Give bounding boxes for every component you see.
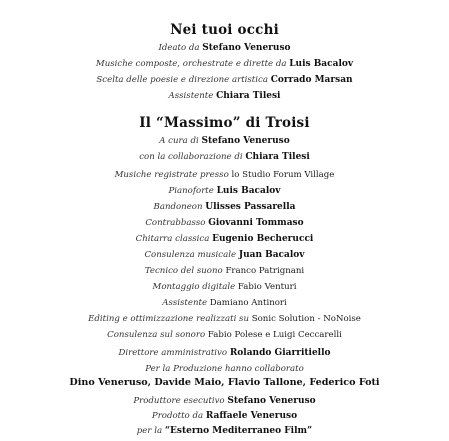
credit-line bbox=[0, 233, 449, 245]
credit-line bbox=[0, 410, 449, 422]
credit-name: Chiara Tilesi bbox=[216, 91, 281, 101]
credit-line bbox=[0, 347, 449, 359]
credit-name: Ulisses Passarella bbox=[205, 202, 296, 212]
credit-role: Ideato da bbox=[158, 43, 200, 53]
credit-name: Stefano Veneruso bbox=[201, 136, 290, 146]
credit-name: Corrado Marsan bbox=[270, 75, 353, 85]
credit-role: Consulenza sul sonoro bbox=[107, 330, 206, 340]
credit-name: Stefano Veneruso bbox=[227, 396, 316, 406]
credit-line bbox=[0, 313, 449, 325]
credit-line bbox=[0, 425, 449, 437]
credit-role: A cura di bbox=[159, 136, 199, 146]
credit-role: Assistente bbox=[168, 91, 214, 101]
credit-name: Juan Bacalov bbox=[238, 250, 305, 260]
credit-line bbox=[0, 329, 449, 341]
credit-line bbox=[0, 185, 449, 197]
credit-role: Per la Produzione hanno collaborato bbox=[145, 364, 304, 374]
credit-line bbox=[0, 265, 449, 277]
credit-name: Fabio Venturi bbox=[237, 282, 297, 292]
credit-line bbox=[0, 90, 449, 102]
credit-line bbox=[0, 169, 449, 181]
credit-name: Damiano Antinori bbox=[209, 298, 287, 308]
credit-role: Consulenza musicale bbox=[144, 250, 237, 260]
credit-name: Luis Bacalov bbox=[216, 186, 281, 196]
credit-line bbox=[0, 217, 449, 229]
credit-name: lo Studio Forum Village bbox=[231, 170, 335, 180]
credit-name: Franco Patrignani bbox=[225, 266, 305, 276]
credit-name: Chiara Tilesi bbox=[245, 152, 310, 162]
credit-role: Tecnico del suono bbox=[144, 266, 223, 276]
credit-name: Giovanni Tommaso bbox=[208, 218, 304, 228]
credit-role: Editing e ottimizzazione realizzati su bbox=[88, 314, 249, 324]
credit-line bbox=[0, 74, 449, 86]
credit-line bbox=[0, 363, 449, 375]
credit-name: Stefano Veneruso bbox=[202, 43, 291, 53]
credit-line bbox=[0, 42, 449, 54]
credit-line bbox=[0, 151, 449, 163]
credit-role: Prodotto da bbox=[151, 411, 204, 421]
credit-line bbox=[0, 201, 449, 213]
credit-name: Raffaele Veneruso bbox=[205, 411, 298, 421]
credit-line bbox=[0, 297, 449, 309]
credit-role: Bandoneon bbox=[153, 202, 203, 212]
credit-role: Montaggio digitale bbox=[152, 282, 236, 292]
credit-role: Direttore amministrativo bbox=[118, 348, 228, 358]
credit-role: Contrabbasso bbox=[145, 218, 206, 228]
credit-name: Dino Veneruso, Davide Maio, Flavio Tallone, Federico Foti bbox=[69, 377, 380, 388]
credit-line bbox=[0, 135, 449, 147]
credit-role: Musiche composte, orchestrate e dirette da bbox=[95, 59, 287, 69]
credit-line bbox=[0, 58, 449, 70]
credit-name: Fabio Polese e Luigi Ceccarelli bbox=[207, 330, 342, 340]
credit-line bbox=[0, 281, 449, 293]
credit-line bbox=[0, 377, 449, 389]
credit-role: Produttore esecutivo bbox=[133, 396, 225, 406]
credit-role: Scelta delle poesie e direzione artistica bbox=[96, 75, 268, 85]
credit-role: per la bbox=[136, 426, 163, 436]
credit-role: con la collaborazione di bbox=[139, 152, 243, 162]
credit-name: Rolando Giarritiello bbox=[229, 348, 331, 358]
credit-name: Eugenio Becherucci bbox=[212, 234, 314, 244]
credit-role: Pianoforte bbox=[168, 186, 214, 196]
credit-name: Luis Bacalov bbox=[289, 59, 354, 69]
credit-role: Musiche registrate presso bbox=[114, 170, 229, 180]
credit-line bbox=[0, 395, 449, 407]
section-title-massimo-troisi: Il “Massimo” di Troisi bbox=[139, 115, 310, 131]
credit-role: Chitarra classica bbox=[135, 234, 210, 244]
credit-line bbox=[0, 249, 449, 261]
section-title-nei-tuoi-occhi: Nei tuoi occhi bbox=[170, 22, 279, 38]
credit-name: “Esterno Mediterraneo Film” bbox=[164, 426, 313, 436]
credit-name: Sonic Solution - NoNoise bbox=[251, 314, 361, 324]
credit-role: Assistente bbox=[162, 298, 208, 308]
